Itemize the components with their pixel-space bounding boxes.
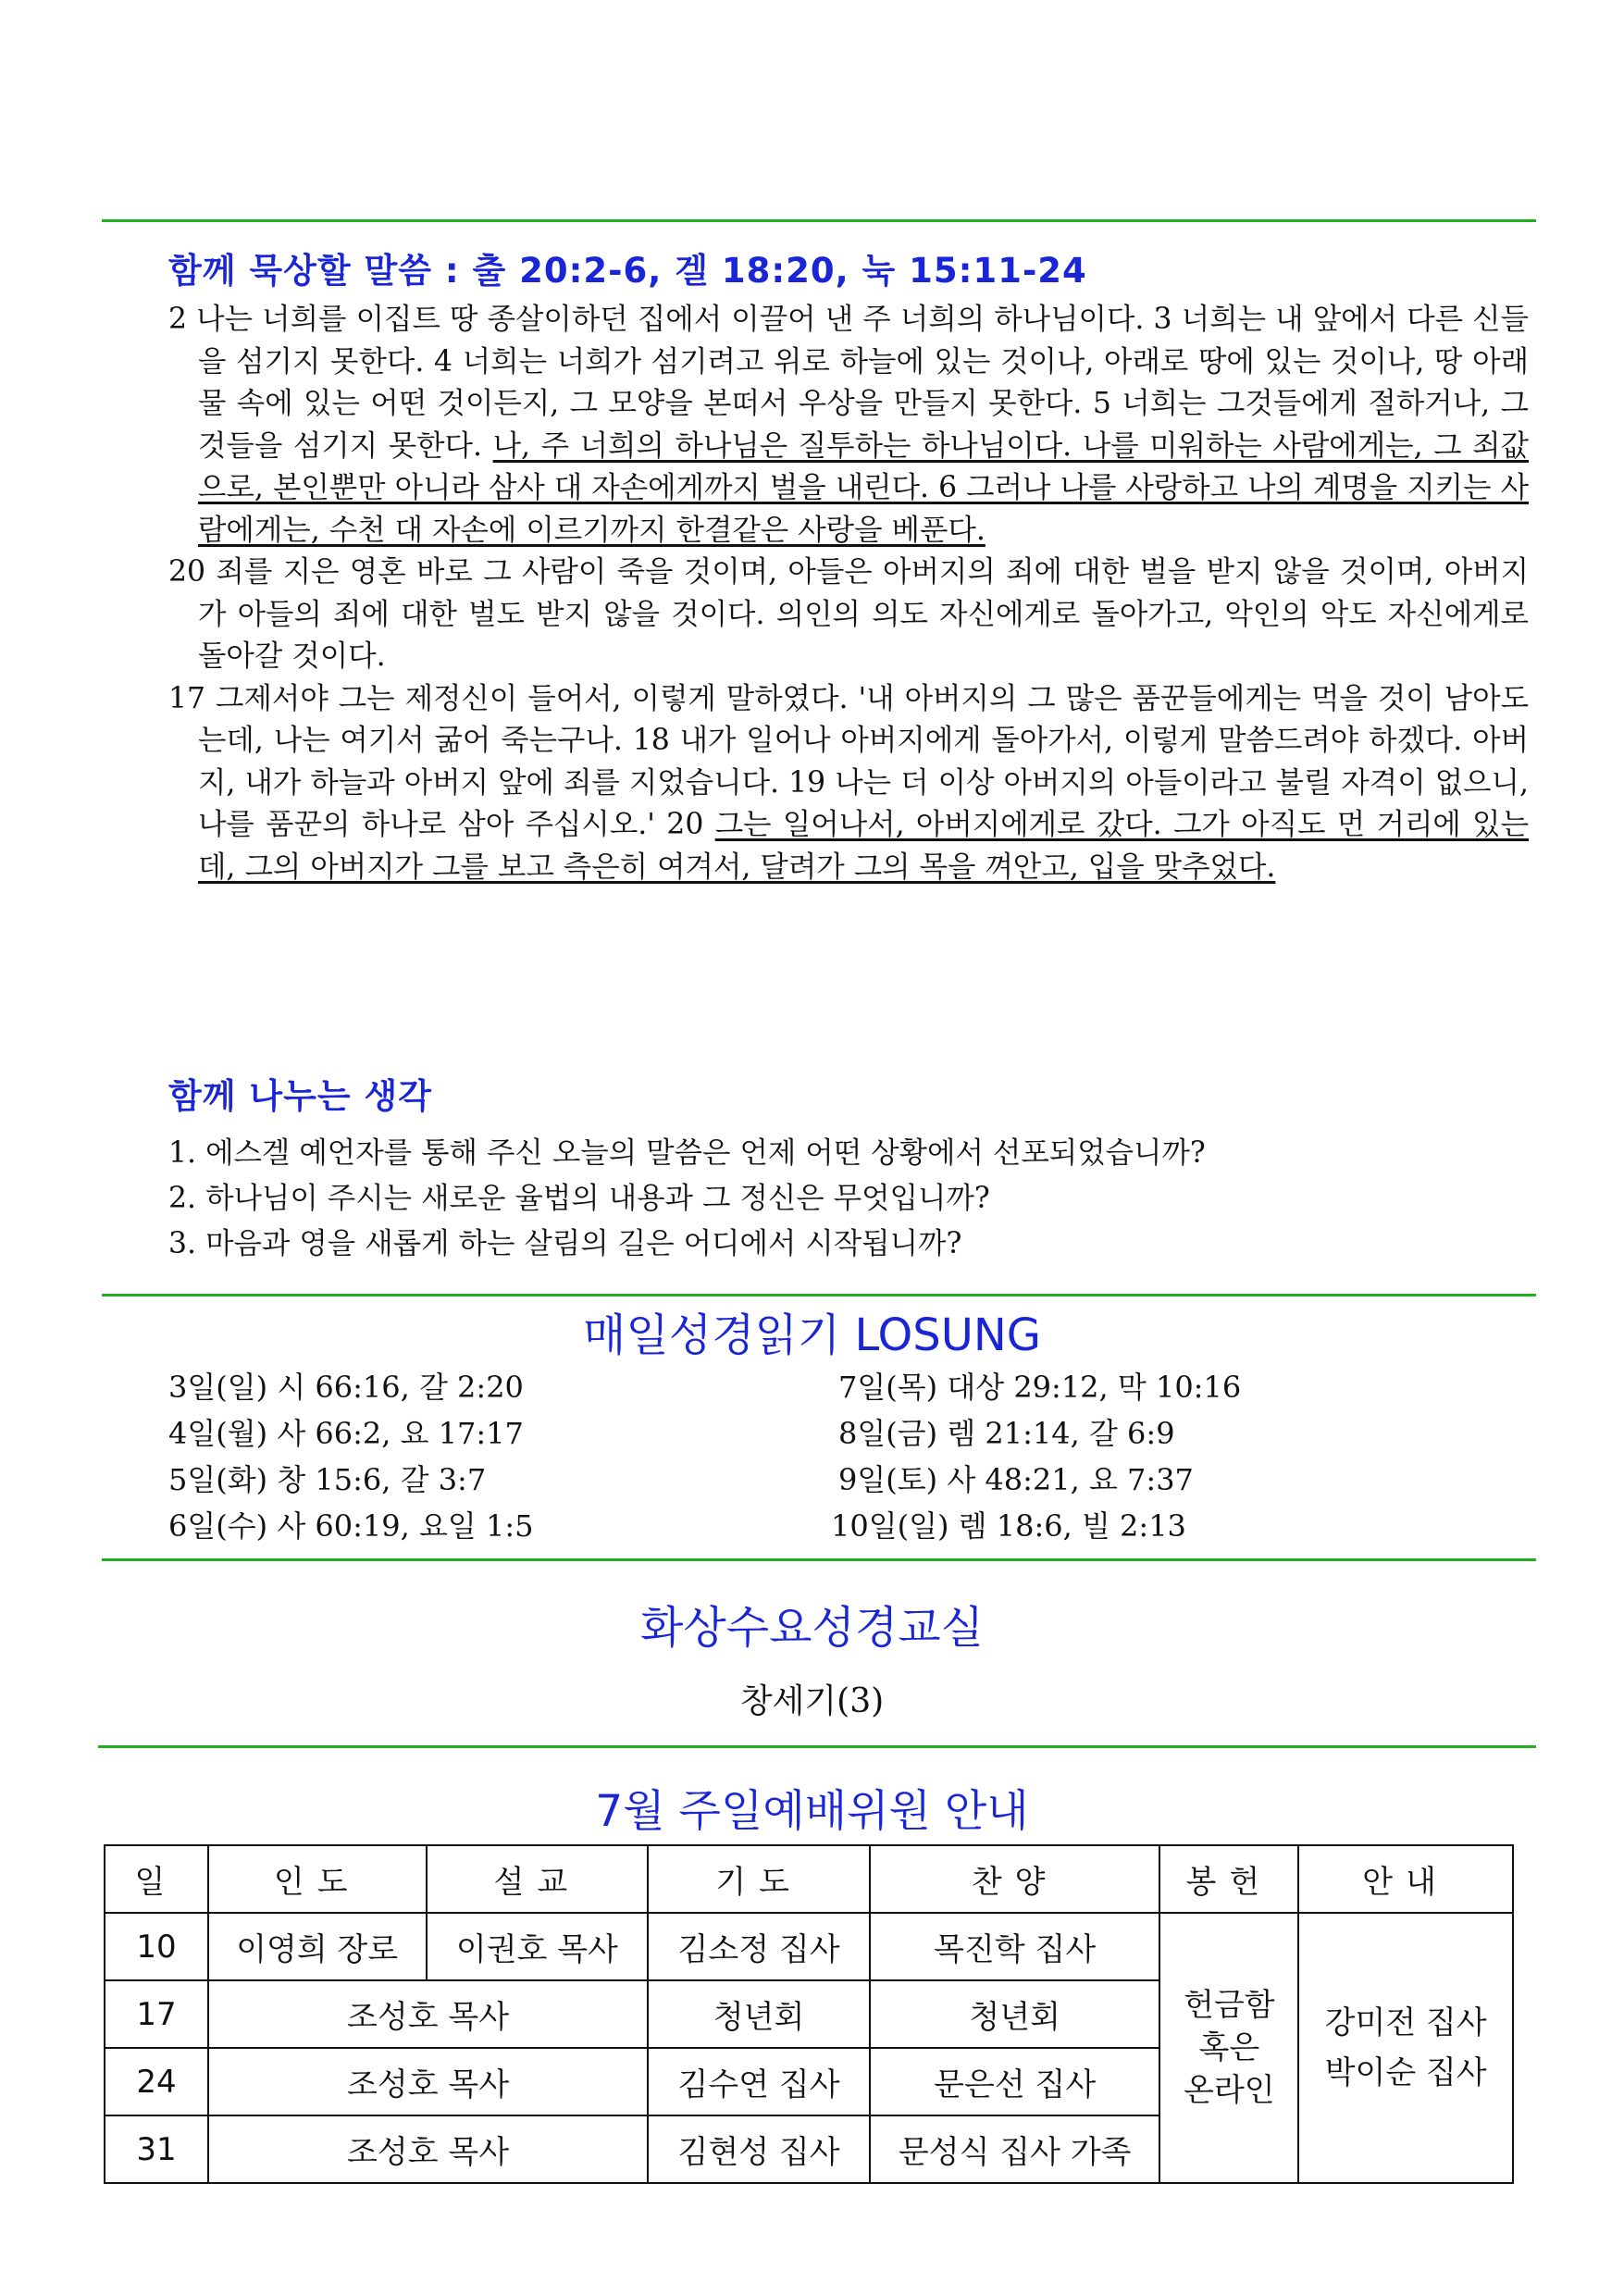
guide-line: 박이순 집사 bbox=[1324, 2054, 1487, 2091]
header-sermon: 설교 bbox=[427, 1845, 649, 1913]
sharing-questions bbox=[168, 1131, 1529, 1267]
cell-lead-sermon: 조성호 목사 bbox=[208, 2048, 648, 2115]
verse-ezekiel: 20 죄를 지은 영혼 바로 그 사람이 죽을 것이며, 아들은 아버지의 죄에 대한 벌을 받지 않을 것이며, 아버지가 아들의 죄에 대한 벌도 받지 않을 것이다. 의인의 의도 자신에게로 돌아가고, 악인의 악도 자신에게로 돌아갈 것이다. bbox=[168, 555, 1529, 673]
cell-prayer: 김수연 집사 bbox=[648, 2048, 870, 2115]
offering-line: 헌금함 bbox=[1184, 1987, 1275, 2024]
reading-item: 8일(금) 렘 21:14, 갈 6:9 bbox=[838, 1416, 1175, 1451]
divider bbox=[102, 1294, 1536, 1296]
verse-luke-text: 17 그제서야 그는 제정신이 들어서, 이렇게 말하였다. '내 아버지의 그 많은 품꾼들에게는 먹을 것이 남아도는데, 나는 여기서 굶어 죽는구나. 18 내가 일어나 아버지에게 돌아가서, 이렇게 말씀드려야 하겠다. 아버지, 내가 하늘과 아버지 앞에 죄를 지었습니다. 19 나는 더 이상 아버지의 아들이라고 불릴 자격이 없으니, 나를 품꾼의 하나로 삼아 주십시오.' 20 bbox=[168, 681, 1529, 841]
cell-lead-sermon: 조성호 목사 bbox=[208, 2115, 648, 2183]
losung-right-column bbox=[831, 1364, 1241, 1549]
cell-prayer: 청년회 bbox=[648, 1980, 870, 2048]
verse-exodus-underlined: 나, 주 너희의 하나님은 질투하는 하나님이다. 나를 미워하는 사람에게는, 그 죄값으로, 본인뿐만 아니라 삼사 대 자손에게까지 벌을 내린다. 6 그러나 나를 사랑하고 나의 계명을 지키는 사람에게는, 수천 대 자손에 이르기까지 한결같은 사랑을 베푼다. bbox=[198, 428, 1529, 547]
duty-title: 7월 주일예배위원 안내 bbox=[595, 1786, 1029, 1837]
guide-line: 강미전 집사 bbox=[1324, 2004, 1487, 2041]
meditation-title: 함께 묵상할 말씀 : 출 20:2-6, 겔 18:20, 눅 15:11-24 bbox=[168, 251, 1087, 291]
cell-sermon: 이권호 목사 bbox=[427, 1913, 649, 1980]
duty-table bbox=[104, 1844, 1514, 2184]
question-item: 2. 하나님이 주시는 새로운 율법의 내용과 그 정신은 무엇입니까? bbox=[168, 1182, 990, 1215]
cell-day: 10 bbox=[105, 1913, 208, 1980]
cell-day: 24 bbox=[105, 2048, 208, 2115]
verse-luke bbox=[168, 678, 1529, 889]
cell-prayer: 김현성 집사 bbox=[648, 2115, 870, 2183]
cell-praise: 문성식 집사 가족 bbox=[870, 2115, 1160, 2183]
offering-line: 온라인 bbox=[1184, 2072, 1275, 2109]
losung-left-column bbox=[168, 1364, 533, 1549]
reading-item: 9일(토) 사 48:21, 요 7:37 bbox=[838, 1462, 1194, 1497]
table-row bbox=[105, 1913, 1513, 1980]
cell-praise: 목진학 집사 bbox=[870, 1913, 1160, 1980]
header-guide: 안내 bbox=[1298, 1845, 1513, 1913]
verse-luke-underlined: 그는 일어나서, 아버지에게로 갔다. 그가 아직도 먼 거리에 있는데, 그의 아버지가 그를 보고 측은히 여겨서, 달려가 그의 목을 껴안고, 입을 맞추었다. bbox=[198, 808, 1529, 884]
bible-study-subtitle: 창세기(3) bbox=[739, 1682, 885, 1720]
question-item: 3. 마음과 영을 새롭게 하는 살림의 길은 어디에서 시작됩니까? bbox=[168, 1227, 962, 1260]
header-day: 일 bbox=[105, 1845, 208, 1913]
top-divider bbox=[102, 219, 1536, 222]
reading-item: 7일(목) 대상 29:12, 막 10:16 bbox=[838, 1370, 1242, 1405]
question-item: 1. 에스겔 예언자를 통해 주신 오늘의 말씀은 언제 어떤 상황에서 선포되었습니까? bbox=[168, 1136, 1206, 1170]
header-praise: 찬양 bbox=[870, 1845, 1160, 1913]
cell-praise: 청년회 bbox=[870, 1980, 1160, 2048]
reading-item: 4일(월) 사 66:2, 요 17:17 bbox=[168, 1416, 524, 1451]
divider bbox=[102, 1558, 1536, 1561]
cell-offering bbox=[1159, 1913, 1298, 2183]
reading-item: 6일(수) 사 60:19, 요일 1:5 bbox=[168, 1508, 534, 1544]
cell-guide bbox=[1298, 1913, 1513, 2183]
header-lead: 인도 bbox=[208, 1845, 427, 1913]
table-header-row bbox=[105, 1845, 1513, 1913]
verse-exodus bbox=[168, 299, 1529, 552]
divider bbox=[98, 1745, 1536, 1748]
offering-line: 혹은 bbox=[1198, 2029, 1260, 2066]
reading-item: 10일(일) 렘 18:6, 빌 2:13 bbox=[831, 1508, 1186, 1544]
reading-item: 5일(화) 창 15:6, 갈 3:7 bbox=[168, 1462, 487, 1497]
bible-study-title: 화상수요성경교실 bbox=[640, 1602, 984, 1654]
header-offering: 봉헌 bbox=[1159, 1845, 1298, 1913]
sharing-title: 함께 나누는 생각 bbox=[168, 1076, 432, 1116]
cell-day: 31 bbox=[105, 2115, 208, 2183]
cell-prayer: 김소정 집사 bbox=[648, 1913, 870, 1980]
cell-lead: 이영희 장로 bbox=[208, 1913, 427, 1980]
header-prayer: 기도 bbox=[648, 1845, 870, 1913]
meditation-passage bbox=[168, 299, 1529, 888]
cell-day: 17 bbox=[105, 1980, 208, 2048]
losung-title: 매일성경읽기 LOSUNG bbox=[583, 1309, 1041, 1361]
cell-praise: 문은선 집사 bbox=[870, 2048, 1160, 2115]
verse-exodus-text: 2 나는 너희를 이집트 땅 종살이하던 집에서 이끌어 낸 주 너희의 하나님이다. 3 너희는 내 앞에서 다른 신들을 섬기지 못한다. 4 너희는 너희가 섬기려고 위로 하늘에 있는 것이나, 아래로 땅에 있는 것이나, 땅 아래 물 속에 있는 어떤 것이든지, 그 모양을 본떠서 우상을 만들지 못한다. 5 너희는 그것들에게 절하거나, 그것들을 섬기지 못한다. bbox=[168, 303, 1529, 463]
cell-lead-sermon: 조성호 목사 bbox=[208, 1980, 648, 2048]
reading-item: 3일(일) 시 66:16, 갈 2:20 bbox=[168, 1370, 524, 1405]
